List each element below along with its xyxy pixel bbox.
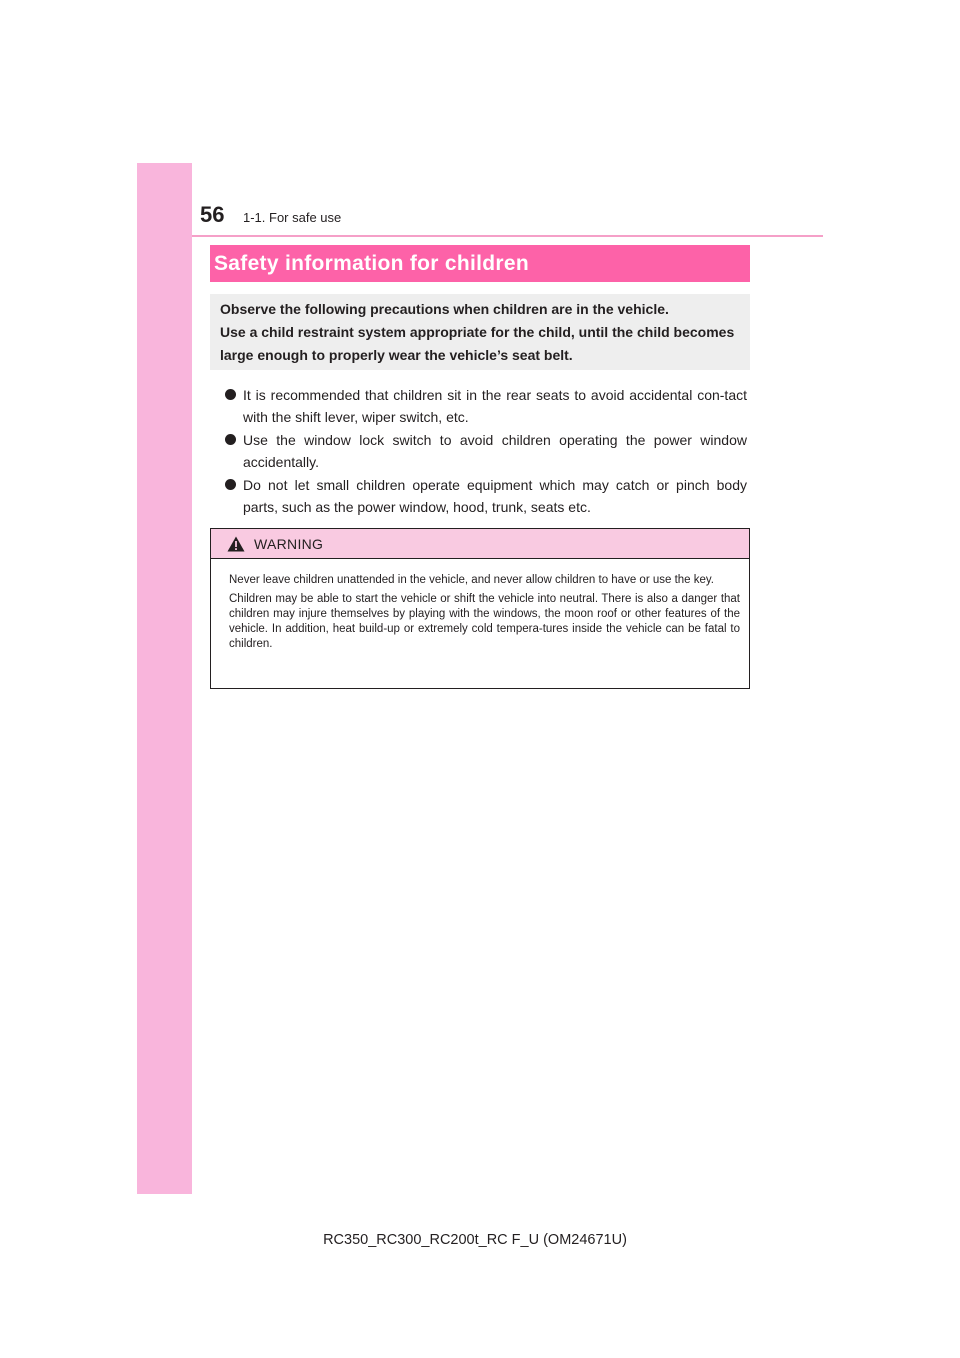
intro-line-1: Observe the following precautions when children are in the vehicle. — [220, 301, 669, 317]
bullet-dot-icon — [225, 479, 236, 490]
page-number: 56 — [200, 202, 225, 227]
warning-paragraph-1: Never leave children unattended in the vehicle, and never allow children to have or use the key. — [229, 574, 714, 586]
warning-box — [210, 528, 750, 689]
footer-model-code: RC350_RC300_RC200t_RC F_U (OM24671U) — [323, 1232, 627, 1248]
list-item — [225, 384, 747, 428]
warning-title: WARNING — [254, 536, 324, 552]
bullet-dot-icon — [225, 434, 236, 445]
bullet-text: Do not let small children operate equipment which may catch or pinch body parts, such as the power window, hood, trunk, seats etc. — [243, 477, 747, 515]
section-title-bar — [210, 245, 750, 282]
list-item — [225, 474, 747, 518]
bullet-dot-icon — [225, 389, 236, 400]
side-color-band — [137, 163, 192, 1194]
bullet-text: Use the window lock switch to avoid children operating the power window accidentally. — [243, 432, 747, 470]
list-item — [225, 429, 747, 473]
page-footer — [0, 1230, 960, 1250]
intro-line-2: Use a child restraint system appropriate for the child, until the child becomes large enough to properly wear the vehicle’s seat belt. — [220, 324, 735, 363]
section-title: Safety information for children — [214, 252, 529, 275]
section-label: 1-1. For safe use — [243, 210, 342, 225]
warning-paragraph-2: Children may be able to start the vehicle or shift the vehicle into neutral. There is also a danger that children may injure themselves by playing with the windows, the moon roof or other features of the vehicle. In addition, heat build-up or extremely cold tempera-tures inside the vehicle can be fatal to children. — [229, 593, 740, 650]
warning-header — [211, 529, 749, 559]
warning-triangle-icon — [227, 536, 245, 552]
bullet-text: It is recommended that children sit in the rear seats to avoid accidental con-tact with the shift lever, wiper switch, etc. — [243, 387, 747, 425]
intro-box — [210, 294, 750, 370]
bullet-list — [225, 384, 747, 519]
warning-body — [211, 559, 749, 652]
